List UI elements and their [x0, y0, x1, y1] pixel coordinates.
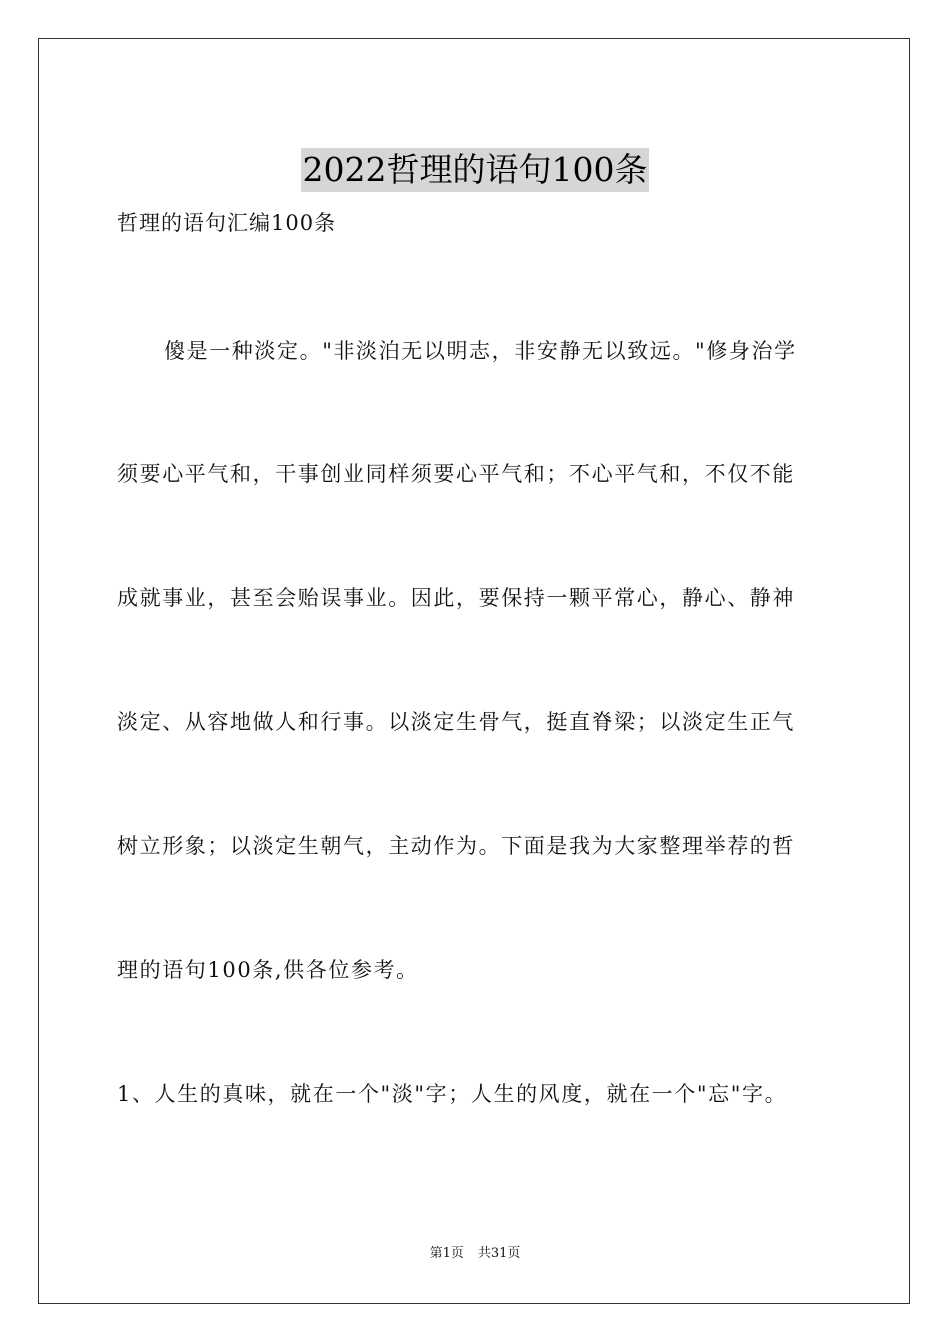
paragraph-line-4: 淡定、从容地做人和行事。以淡定生骨气，挺直脊梁；以淡定生正气 — [117, 710, 795, 734]
paragraph-line-5: 树立形象；以淡定生朝气，主动作为。下面是我为大家整理举荐的哲 — [117, 834, 795, 858]
paragraph-line-2: 须要心平气和，干事创业同样须要心平气和；不心平气和，不仅不能 — [117, 462, 795, 486]
document-subtitle: 哲理的语句汇编100条 — [117, 211, 337, 235]
paragraph-line-1: 傻是一种淡定。"非淡泊无以明志，非安静无以致远。"修身治学 — [164, 339, 797, 363]
page-footer — [0, 1244, 950, 1264]
footer-total-pages: 共31页 — [477, 1246, 521, 1261]
paragraph-line-6: 理的语句100条,供各位参考。 — [117, 958, 419, 982]
list-item-1: 1、人生的真味，就在一个"淡"字；人生的风度，就在一个"忘"字。 — [117, 1082, 788, 1106]
title-container — [0, 126, 950, 214]
paragraph-line-3: 成就事业，甚至会贻误事业。因此，要保持一颗平常心，静心、静神 — [117, 586, 795, 610]
document-title: 2022哲理的语句100条 — [301, 148, 650, 192]
footer-current-page: 第1页 — [429, 1246, 464, 1261]
